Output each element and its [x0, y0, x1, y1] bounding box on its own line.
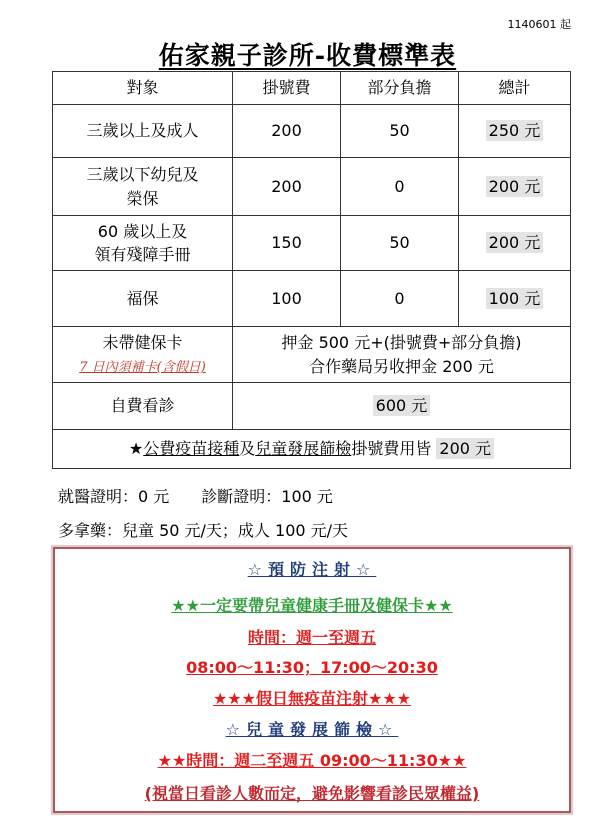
fee-table [52, 71, 571, 469]
self-pay-value: 600 元 [373, 395, 431, 416]
total-cell [459, 271, 571, 327]
certificate-fees: 就醫證明：0 元 診斷證明：100 元 [58, 487, 333, 506]
total-cell [459, 105, 571, 158]
target-cell [53, 158, 233, 216]
self-pay-label: 自費看診 [53, 383, 233, 430]
vaccine-fee-amount: 200 元 [436, 438, 494, 459]
no-card-detail-cell [233, 327, 571, 383]
copay-cell: 50 [341, 216, 459, 271]
vaccine-section-title: ☆預防注射☆ [247, 560, 377, 579]
star-icon: ★ [128, 439, 144, 459]
target-line: 60 歲以上及 [97, 221, 188, 241]
title-text: 佑家親子診所-收費標準表 [158, 41, 457, 70]
target-line: 榮保 [126, 188, 159, 208]
public-vaccine-text: 公費疫苗接種 [143, 439, 240, 459]
holiday-notice: ★★★假日無疫苗注射★★★ [212, 689, 412, 708]
disclaimer: (視當日看診人數而定，避免影響看診民眾權益) [144, 784, 480, 803]
target-cell [53, 271, 233, 327]
total-value: 200 元 [486, 176, 544, 197]
pharmacy-deposit-line: 合作藥局另收押金 200 元 [309, 356, 494, 376]
table-header-row [53, 72, 571, 105]
total-cell [459, 158, 571, 216]
deposit-line: 押金 500 元+(掛號費+部分負擔) [281, 333, 522, 353]
fee-text: 掛號費用皆 [351, 439, 432, 459]
development-section-title: ☆兒童發展篩檢☆ [225, 720, 399, 739]
header-registration: 掛號費 [233, 72, 341, 105]
total-value: 200 元 [486, 232, 544, 253]
copay-cell: 0 [341, 158, 459, 216]
no-card-label: 未帶健保卡 [102, 332, 183, 352]
no-card-label-cell [53, 327, 233, 383]
document-code: 1140601 起 [507, 18, 571, 31]
target-line: 領有殘障手冊 [94, 245, 191, 264]
extra-medicine-fees: 多拿藥：兒童 50 元/天；成人 100 元/天 [58, 521, 349, 540]
page-title [0, 36, 615, 72]
handbook-reminder: ★★一定要帶兒童健康手冊及健保卡★★ [171, 596, 453, 615]
target-line: 福保 [126, 288, 159, 308]
registration-cell: 200 [233, 158, 341, 216]
table-row [53, 216, 571, 271]
conjunction-text: 及 [239, 439, 256, 459]
registration-cell: 200 [233, 105, 341, 158]
copay-cell: 0 [341, 271, 459, 327]
total-cell [459, 216, 571, 271]
header-target: 對象 [53, 72, 233, 105]
self-pay-cell [233, 383, 571, 430]
copay-cell: 50 [341, 105, 459, 158]
table-row [53, 158, 571, 216]
registration-cell: 150 [233, 216, 341, 271]
self-pay-row [53, 383, 571, 430]
development-screening-text: 兒童發展篩檢 [255, 439, 352, 459]
vaccine-time-label: 時間：週一至週五 [247, 628, 376, 647]
no-card-row [53, 327, 571, 383]
vaccine-note-cell [53, 430, 571, 469]
table-row [53, 271, 571, 327]
total-value: 100 元 [486, 288, 544, 309]
vaccine-note-row [53, 430, 571, 469]
notice-box [53, 547, 571, 813]
development-time: ★★時間：週二至週五 09:00～11:30★★ [157, 751, 467, 770]
target-line: 三歲以上及成人 [86, 121, 199, 141]
registration-cell: 100 [233, 271, 341, 327]
vaccine-time-hours: 08:00～11:30；17:00～20:30 [186, 658, 438, 677]
total-value: 250 元 [486, 120, 544, 141]
table-row [53, 105, 571, 158]
target-line: 三歲以下幼兒及 [86, 165, 199, 185]
header-total: 總計 [459, 72, 571, 105]
target-cell [53, 105, 233, 158]
target-cell [53, 216, 233, 271]
header-copay: 部分負擔 [341, 72, 459, 105]
no-card-note: 7 日內須補卡(含假日) [79, 360, 206, 376]
